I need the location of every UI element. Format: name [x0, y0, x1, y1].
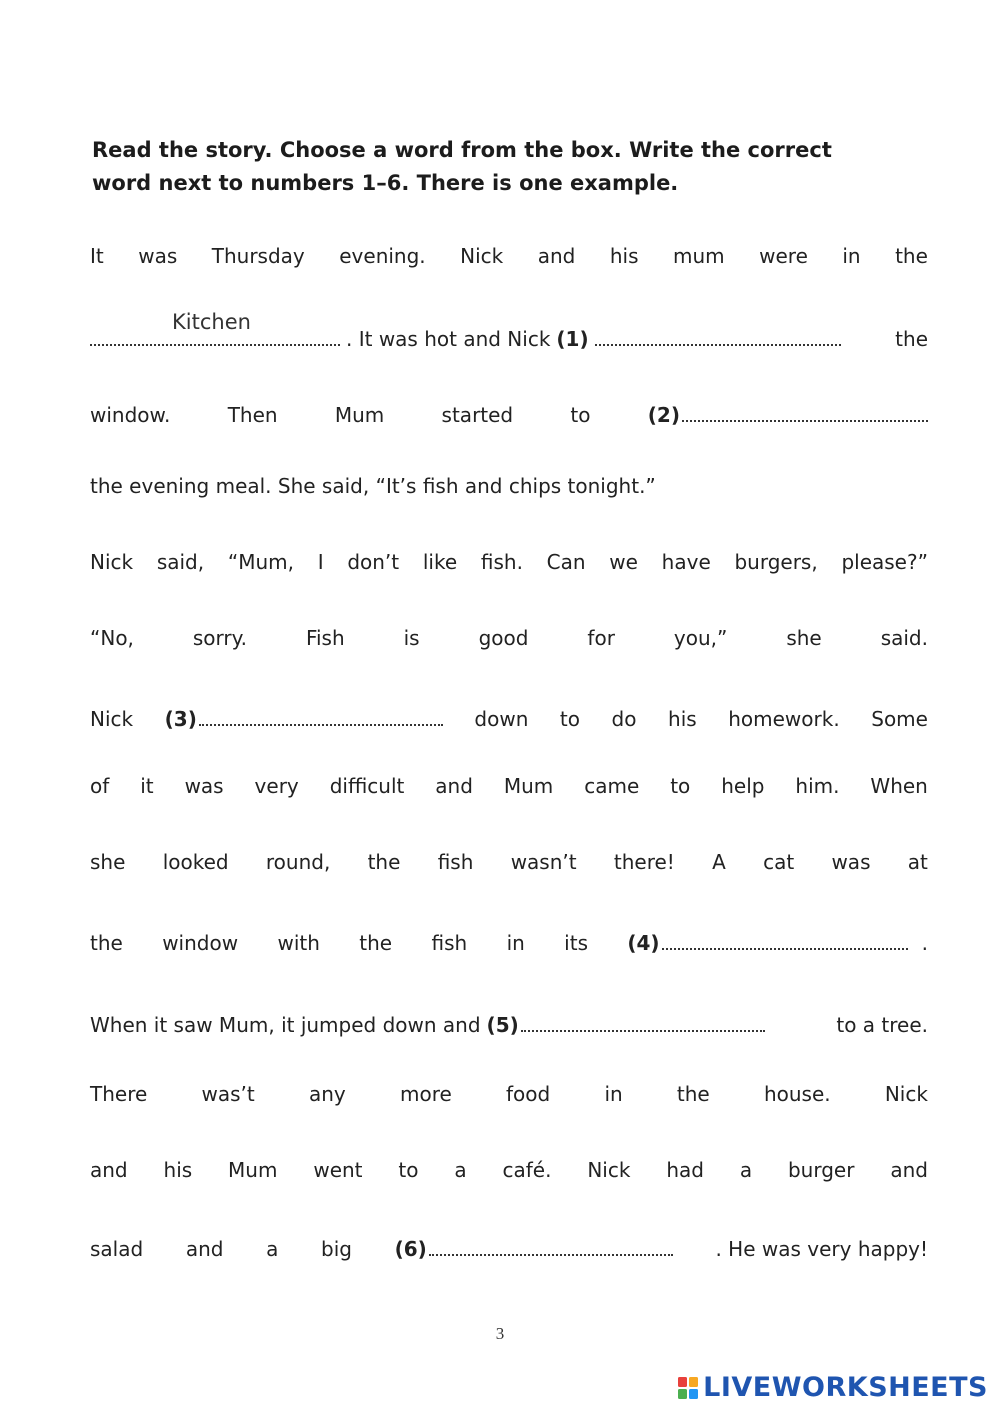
- story-text: When it saw Mum, it jumped down and: [90, 1013, 481, 1037]
- gap-2-group: [648, 396, 928, 427]
- brand-name: LIVEWORKSHEETS: [703, 1372, 988, 1403]
- story-line-7: [90, 700, 928, 734]
- logo-block-2: [689, 1377, 698, 1387]
- story-word: him.: [795, 774, 840, 798]
- story-word: in: [604, 1082, 623, 1106]
- story-word: very: [254, 774, 299, 798]
- story-word: to: [398, 1158, 419, 1182]
- story-line-2: [90, 310, 928, 354]
- story-word: said,: [156, 550, 205, 574]
- story-word: the: [676, 1082, 710, 1106]
- story-word: his: [163, 1158, 193, 1182]
- story-word: Can: [546, 550, 586, 574]
- story-text: . It was hot and Nick: [346, 327, 551, 351]
- story-word: help: [721, 774, 765, 798]
- story-word: and: [890, 1158, 928, 1182]
- story-word: Some: [871, 707, 928, 731]
- story-word: Mum: [228, 1158, 278, 1182]
- story-line-12: [90, 1082, 928, 1116]
- story-line-13: [90, 1158, 928, 1192]
- story-word: Nick: [90, 550, 134, 574]
- story-word: sorry.: [192, 626, 247, 650]
- instructions-line-2: word next to numbers 1–6. There is one example.: [92, 171, 679, 195]
- story-line-5: [90, 550, 928, 584]
- answer-blank-6[interactable]: [429, 1230, 673, 1256]
- story-word: the: [367, 850, 401, 874]
- story-word: to: [559, 707, 580, 731]
- story-line-4: [90, 474, 928, 508]
- story-word: and: [185, 1237, 224, 1261]
- story-word: looked: [162, 850, 229, 874]
- story-word: big: [321, 1237, 352, 1261]
- story-word: fish.: [480, 550, 523, 574]
- story-word: house.: [763, 1082, 831, 1106]
- answer-blank-1[interactable]: [595, 320, 841, 346]
- story-text: the evening meal. She said, “It’s fish and chips tonight.”: [90, 474, 656, 498]
- story-word: it: [140, 774, 154, 798]
- story-word: the: [90, 931, 123, 955]
- story-word: were: [759, 244, 808, 268]
- story-word: in: [842, 244, 861, 268]
- gap-number-4: (4): [627, 931, 660, 955]
- story-punctuation: .: [921, 931, 928, 955]
- story-word: at: [907, 850, 928, 874]
- story-word: food: [506, 1082, 551, 1106]
- story-word: Mum: [503, 774, 554, 798]
- example-answer: Kitchen: [172, 310, 251, 334]
- story-word: “No,: [90, 626, 134, 650]
- story-word: to: [670, 774, 691, 798]
- story-word: was’t: [201, 1082, 255, 1106]
- answer-blank-4[interactable]: [662, 924, 908, 950]
- story-word: fish: [437, 850, 474, 874]
- story-word: salad: [90, 1237, 144, 1261]
- story-word: window.: [90, 403, 171, 427]
- story-word: and: [537, 244, 576, 268]
- story-word: a: [266, 1237, 279, 1261]
- story-word: café.: [502, 1158, 552, 1182]
- gap-number-6: (6): [394, 1237, 427, 1261]
- gap-6-group: [395, 1230, 673, 1261]
- story-word: homework.: [728, 707, 840, 731]
- story-word: its: [564, 931, 588, 955]
- story-word: had: [666, 1158, 704, 1182]
- story-word: A: [712, 850, 726, 874]
- story-word: do: [611, 707, 637, 731]
- story-text: . He was very happy!: [715, 1237, 928, 1261]
- story-word: the: [359, 931, 393, 955]
- story-text: to a tree.: [836, 1013, 928, 1037]
- story-word: round,: [265, 850, 331, 874]
- story-word: his: [609, 244, 639, 268]
- story-word: and: [90, 1158, 128, 1182]
- story-line-10: [90, 924, 928, 958]
- story-word: please?”: [841, 550, 928, 574]
- gap-4-group: [627, 924, 928, 955]
- story-line-14: [90, 1230, 928, 1264]
- story-word: and: [435, 774, 473, 798]
- story-word: Thursday: [211, 244, 305, 268]
- story-word: don’t: [347, 550, 400, 574]
- story-text: the: [895, 327, 928, 351]
- gap-number-1: (1): [556, 327, 589, 351]
- story-word: Fish: [305, 626, 345, 650]
- story-word: there!: [613, 850, 675, 874]
- story-word: his: [668, 707, 697, 731]
- story-word: wasn’t: [510, 850, 577, 874]
- page-number: 3: [495, 1324, 505, 1343]
- story-word: said.: [880, 626, 928, 650]
- story-word: When: [870, 774, 928, 798]
- example-answer-field: [90, 310, 340, 346]
- story-word: evening.: [339, 244, 426, 268]
- story-line-9: [90, 850, 928, 884]
- story-word: a: [739, 1158, 753, 1182]
- story-word: a: [454, 1158, 467, 1182]
- story-word: in: [506, 931, 525, 955]
- story-word: It: [90, 244, 104, 268]
- story-word: to: [570, 403, 591, 427]
- liveworksheets-brand[interactable]: [677, 1372, 988, 1403]
- story-word: Nick: [884, 1082, 928, 1106]
- answer-blank-3[interactable]: [199, 700, 443, 726]
- story-word: came: [584, 774, 640, 798]
- logo-block-1: [678, 1377, 687, 1387]
- story-line-3: [90, 396, 928, 430]
- story-word: down: [474, 707, 529, 731]
- story-word: mum: [673, 244, 725, 268]
- story-word: Nick: [90, 707, 134, 731]
- story-line-1: [90, 244, 928, 278]
- story-word: more: [399, 1082, 452, 1106]
- story-word: I: [317, 550, 324, 574]
- gap-3-group: [165, 700, 443, 731]
- story-word: There: [90, 1082, 148, 1106]
- logo-block-4: [689, 1389, 698, 1399]
- gap-number-3: (3): [164, 707, 197, 731]
- story-word: for: [587, 626, 615, 650]
- instructions-line-1: Read the story. Choose a word from the box. Write the correct: [92, 138, 832, 162]
- story-word: Nick: [460, 244, 504, 268]
- story-word: is: [403, 626, 420, 650]
- story-word: burgers,: [734, 550, 818, 574]
- story-word: she: [90, 850, 126, 874]
- story-line-8: [90, 774, 928, 808]
- story-word: have: [661, 550, 711, 574]
- story-word: went: [313, 1158, 363, 1182]
- story-word: the: [895, 244, 928, 268]
- story-word: burger: [787, 1158, 855, 1182]
- story-word: difficult: [329, 774, 405, 798]
- story-line-6: [90, 626, 928, 660]
- story-word: started: [441, 403, 514, 427]
- story-word: Then: [227, 403, 278, 427]
- story-word: of: [90, 774, 110, 798]
- story-word: Mum: [334, 403, 385, 427]
- answer-blank-2[interactable]: [682, 396, 928, 422]
- instructions: [92, 134, 912, 200]
- story-word: like: [422, 550, 458, 574]
- story-word: was: [184, 774, 224, 798]
- story-line-11: [90, 1006, 928, 1040]
- story-word: she: [786, 626, 822, 650]
- story-word: Nick: [587, 1158, 631, 1182]
- answer-blank-5[interactable]: [521, 1006, 765, 1032]
- story-word: fish: [431, 931, 468, 955]
- story-word: good: [478, 626, 529, 650]
- gap-number-2: (2): [647, 403, 680, 427]
- logo-block-3: [678, 1389, 687, 1399]
- story-word: with: [277, 931, 320, 955]
- liveworksheets-logo-icon: [677, 1375, 699, 1401]
- story-word: window: [162, 931, 239, 955]
- story-word: we: [609, 550, 638, 574]
- gap-number-5: (5): [486, 1013, 519, 1037]
- story-word: “Mum,: [227, 550, 294, 574]
- story-word: any: [308, 1082, 346, 1106]
- story-word: you,”: [673, 626, 728, 650]
- story-word: was: [831, 850, 871, 874]
- story-word: cat: [763, 850, 795, 874]
- story-word: was: [138, 244, 178, 268]
